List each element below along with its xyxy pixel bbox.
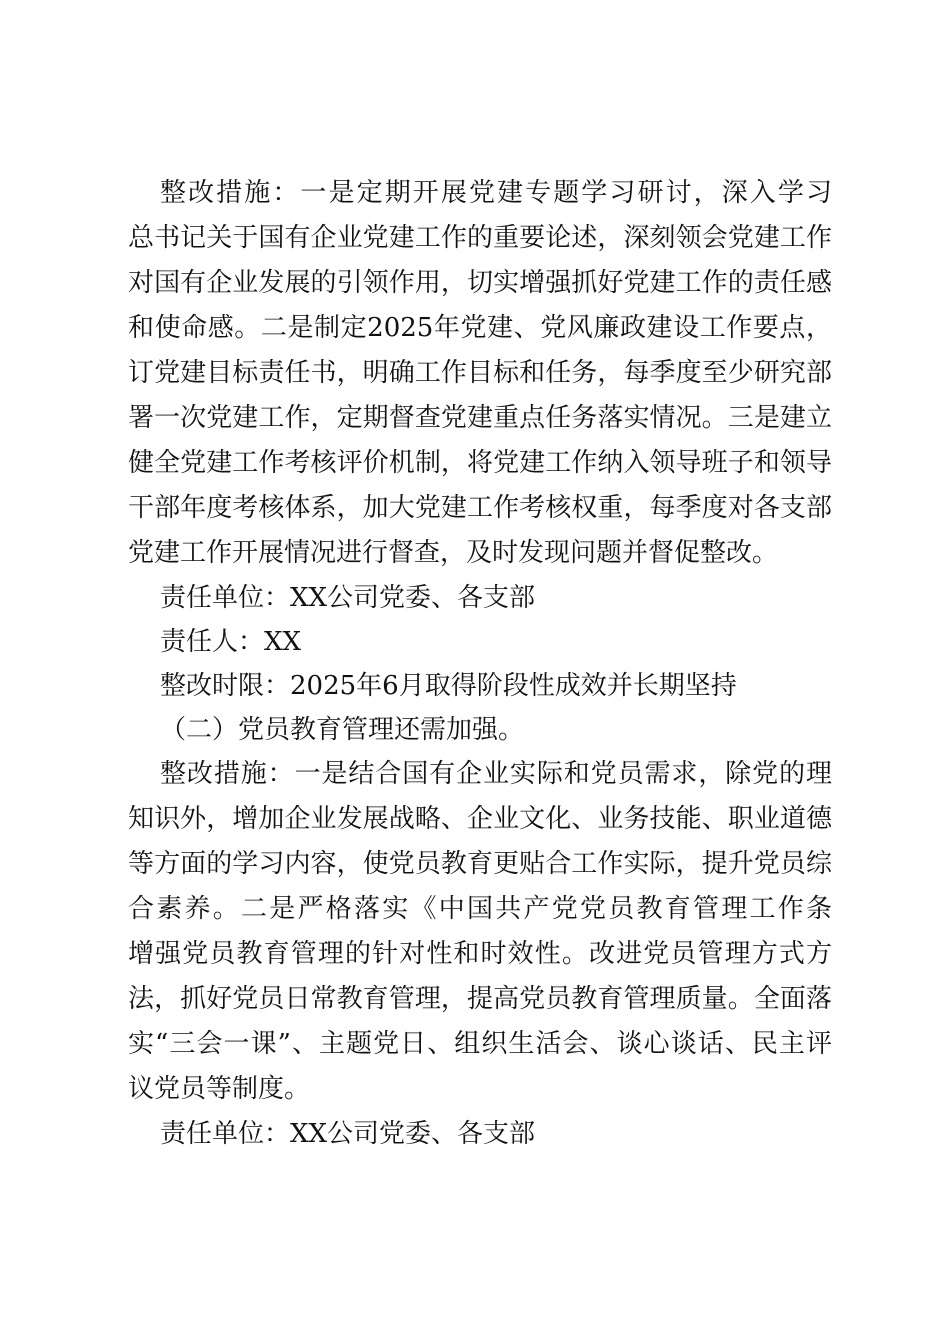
text-line: 对国有企业发展的引领作用，切实增强抓好党建工作的责任感	[128, 268, 832, 298]
paragraph	[128, 708, 832, 752]
text-line: 党建工作开展情况进行督查，及时发现问题并督促整改。	[128, 538, 779, 568]
text-line: 健全党建工作考核评价机制，将党建工作纳入领导班子和领导	[128, 448, 832, 478]
text-line: 署一次党建工作，定期督查党建重点任务落实情况。三是建立	[128, 403, 832, 433]
text-line: 增强党员教育管理的针对性和时效性。改进党员管理方式方	[128, 939, 832, 969]
document-body	[128, 171, 832, 1156]
text-line: 责任人：XX	[160, 627, 302, 657]
paragraph	[128, 620, 832, 664]
text-line: 整改措施：一是定期开展党建专题学习研讨，深入学习	[160, 178, 832, 208]
paragraph	[128, 576, 832, 620]
text-line: 实“三会一课”、主题党日、组织生活会、谈心谈话、民主评	[128, 1029, 832, 1059]
text-line: 知识外，增加企业发展战略、企业文化、业务技能、职业道德	[128, 804, 832, 834]
text-line: 法，抓好党员日常教育管理，提高党员教育管理质量。全面落	[128, 984, 832, 1014]
paragraph	[128, 664, 832, 708]
paragraph	[128, 171, 832, 576]
text-line: 等方面的学习内容，使党员教育更贴合工作实际，提升党员综	[128, 849, 832, 879]
paragraph	[128, 1112, 832, 1156]
text-line: 责任单位：XX公司党委、各支部	[160, 583, 536, 613]
text-line: （二）党员教育管理还需加强。	[160, 715, 525, 745]
text-line: 整改措施：一是结合国有企业实际和党员需求，除党的理	[160, 759, 832, 789]
text-line: 订党建目标责任书，明确工作目标和任务，每季度至少研究部	[128, 358, 832, 388]
text-line: 总书记关于国有企业党建工作的重要论述，深刻领会党建工作	[128, 223, 832, 253]
text-line: 整改时限：2025年6月取得阶段性成效并长期坚持	[160, 671, 737, 701]
text-line: 干部年度考核体系，加大党建工作考核权重，每季度对各支部	[128, 493, 832, 523]
paragraph	[128, 752, 832, 1112]
text-line: 议党员等制度。	[128, 1074, 311, 1104]
text-line: 责任单位：XX公司党委、各支部	[160, 1119, 536, 1149]
text-line: 合素养。二是严格落实《中国共产党党员教育管理工作条	[128, 894, 832, 924]
text-line: 和使命感。二是制定2025年党建、党风廉政建设工作要点，	[128, 313, 832, 343]
